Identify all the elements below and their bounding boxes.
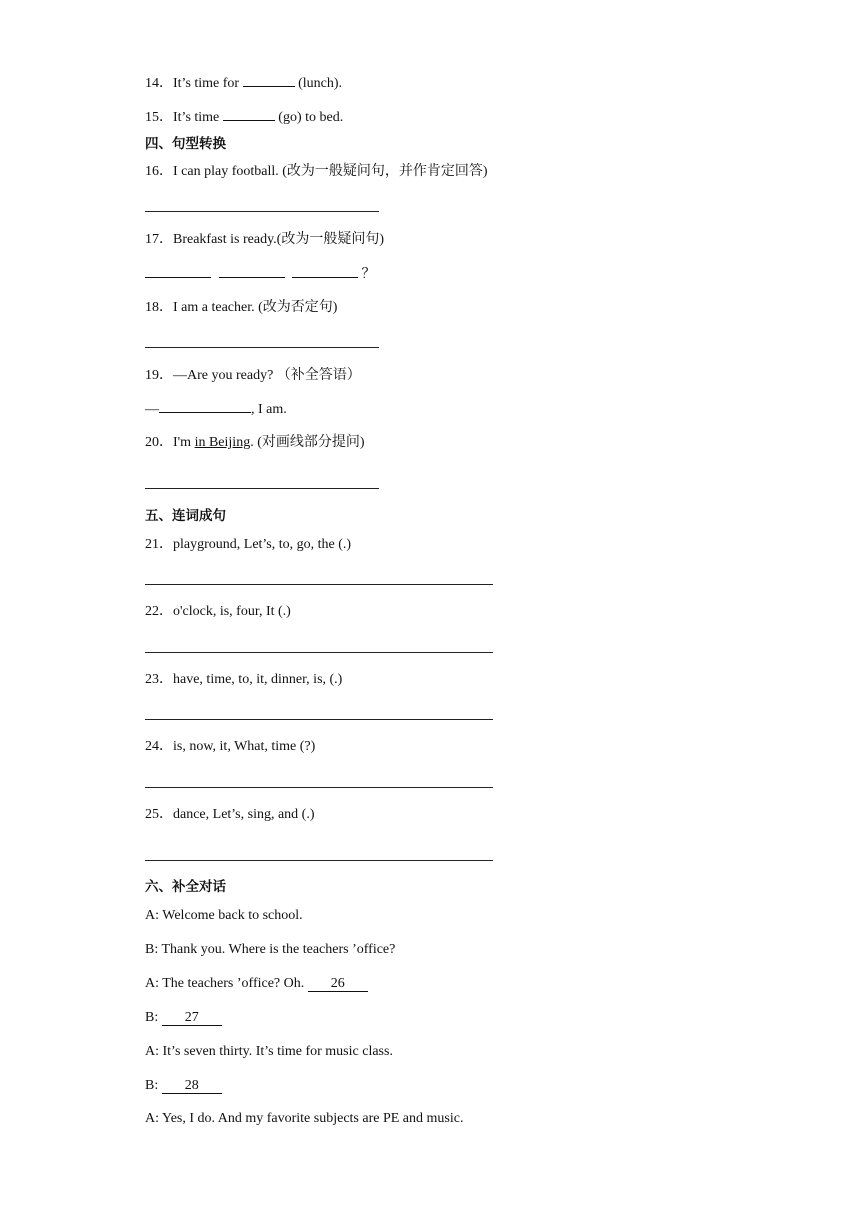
section-6-title: 六、补全对话: [145, 879, 226, 895]
dialog-line-4: [145, 1009, 222, 1027]
question-mark: ？: [361, 267, 376, 282]
answer-line-18[interactable]: [145, 347, 379, 348]
answer-line-20[interactable]: [145, 488, 379, 489]
answer-line-16[interactable]: [145, 211, 379, 212]
dialog-line-1: A: Welcome back to school.: [145, 908, 303, 923]
answer-blank-19[interactable]: [159, 400, 251, 413]
question-15-suffix: (go) to bed.: [278, 110, 344, 125]
question-14-suffix: (lunch).: [298, 76, 343, 91]
answer-line-25[interactable]: [145, 860, 493, 861]
underlined-phrase: in Beijing: [194, 435, 251, 450]
answer-line-24[interactable]: [145, 787, 493, 788]
dialog-line-3-text: A: The teachers ’office? Oh.: [145, 976, 308, 991]
question-19: 19．—Are you ready? （补全答语）: [145, 368, 361, 383]
answer-line-22[interactable]: [145, 652, 493, 653]
question-16: 16．I can play football. (改为一般疑问句，并作肯定回答): [145, 164, 488, 179]
answer-dash: —: [145, 402, 159, 417]
answer-blank-27[interactable]: 27: [162, 1011, 222, 1026]
answer-blank-14[interactable]: [243, 74, 295, 87]
dialog-line-5: A: It’s seven thirty. It’s time for music class.: [145, 1044, 393, 1059]
answer-line-21[interactable]: [145, 584, 493, 585]
question-21: 21．playground, Let’s, to, go, the (.): [145, 537, 352, 552]
answer-blank-15[interactable]: [223, 108, 275, 121]
question-15-prefix: 15．It’s time: [145, 110, 223, 125]
question-19-suffix: , I am.: [251, 402, 287, 417]
question-17-blanks: [145, 265, 376, 284]
answer-blank-28[interactable]: 28: [162, 1079, 222, 1094]
question-14: [145, 74, 342, 93]
dialog-line-2: B: Thank you. Where is the teachers ’office?: [145, 942, 396, 957]
question-24: 24．is, now, it, What, time (?): [145, 739, 316, 754]
question-19-answer: [145, 400, 287, 419]
answer-blank-17c[interactable]: [292, 265, 358, 278]
question-15: [145, 108, 343, 127]
question-22: 22．o'clock, is, four, It (.): [145, 604, 291, 619]
question-20: [145, 434, 365, 452]
answer-line-23[interactable]: [145, 719, 493, 720]
question-25: 25．dance, Let’s, sing, and (.): [145, 807, 315, 822]
answer-blank-17a[interactable]: [145, 265, 211, 278]
dialog-line-6-text: B:: [145, 1078, 162, 1093]
dialog-line-6: [145, 1077, 222, 1095]
answer-blank-17b[interactable]: [219, 265, 285, 278]
answer-blank-26[interactable]: 26: [308, 977, 368, 992]
dialog-line-7: A: Yes, I do. And my favorite subjects are PE and music.: [145, 1111, 464, 1126]
section-4-title: 四、句型转换: [145, 136, 226, 152]
question-20-suffix: . (对画线部分提问): [250, 435, 365, 450]
question-14-prefix: 14．It’s time for: [145, 76, 243, 91]
dialog-line-3: [145, 975, 368, 993]
question-20-prefix: 20．I'm: [145, 435, 195, 450]
question-18: 18．I am a teacher. (改为否定句): [145, 300, 338, 315]
dialog-line-4-text: B:: [145, 1010, 162, 1025]
question-23: 23．have, time, to, it, dinner, is, (.): [145, 672, 343, 687]
question-17: 17．Breakfast is ready.(改为一般疑问句): [145, 232, 384, 247]
section-5-title: 五、连词成句: [145, 508, 226, 524]
